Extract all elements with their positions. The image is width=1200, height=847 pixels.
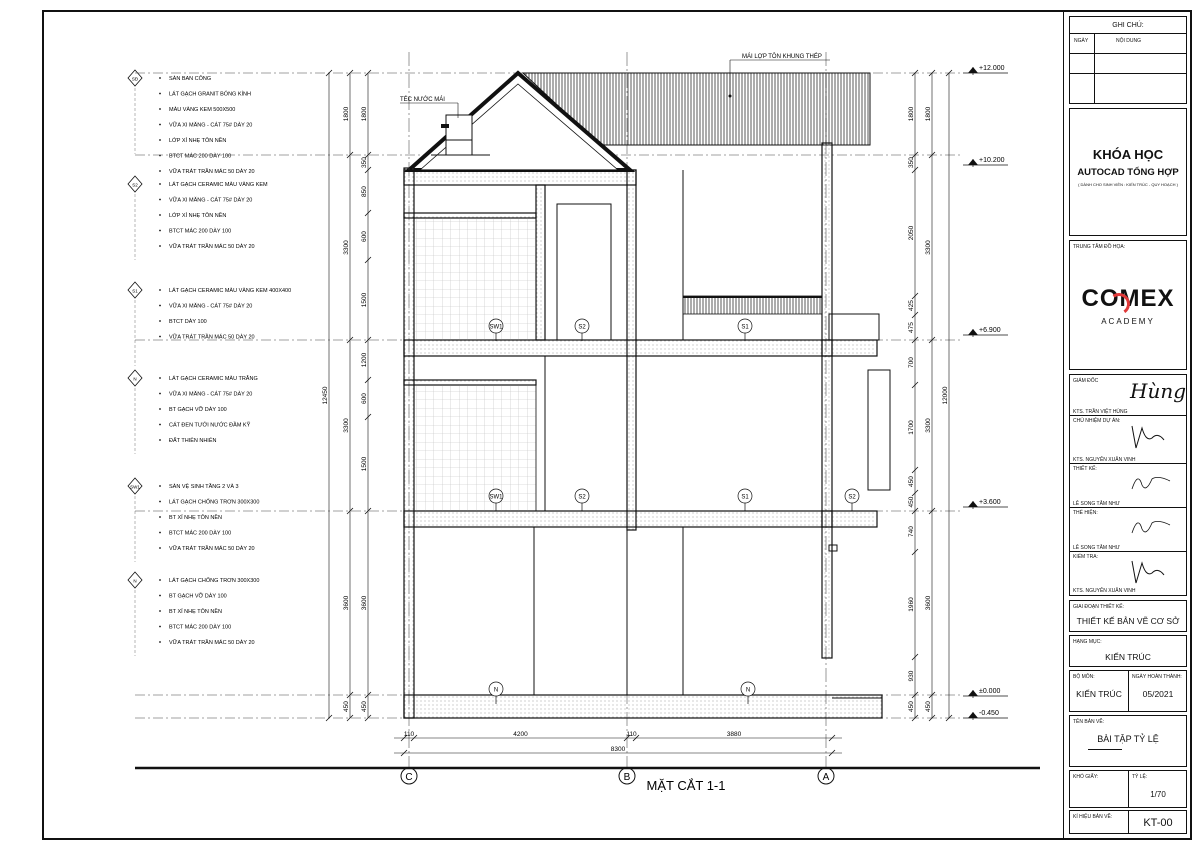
bottom-dimensions	[394, 731, 842, 756]
drawing-name-box	[1069, 715, 1187, 767]
tank-note: TÉC NƯỚC MÁI	[400, 97, 445, 103]
course-line1: KHÓA HỌC	[1092, 147, 1164, 162]
logo-text: COMEX	[1081, 285, 1175, 312]
drafter-signature	[1126, 511, 1174, 541]
dimension-label: 1800	[925, 106, 932, 122]
slab-tag-label: S1	[741, 494, 749, 501]
slab-tag-label: S2	[578, 494, 586, 501]
dimension-label: 450	[908, 701, 915, 712]
axis-label: B	[623, 772, 631, 783]
dimension-label: 3600	[925, 595, 932, 611]
scale-value: 1/70	[1150, 790, 1166, 799]
center-label: TRUNG TÂM ĐỒ HỌA:	[1073, 244, 1126, 250]
left-dimensions	[322, 70, 371, 721]
checker-label: KIỂM TRA:	[1073, 554, 1098, 560]
right-dimensions	[908, 70, 952, 721]
logo-box	[1069, 240, 1187, 370]
legend-line: VỮA TRÁT TRẦN MÁC 50 DÀY 20	[169, 169, 255, 175]
slab-tag-label: S2	[578, 324, 586, 331]
legend-line: BT GẠCH VỠ DÀY 100	[169, 593, 227, 600]
drawing-name-value: BÀI TẬP TỶ LỆ	[1097, 734, 1159, 744]
category-box	[1069, 635, 1187, 667]
legend-tag: SW1	[130, 484, 140, 490]
dimension-label: 1500	[361, 292, 368, 308]
dimension-label: 1800	[361, 106, 368, 122]
level-label: -0.450	[979, 710, 999, 717]
legend-line: LÁT GẠCH CERAMIC MÀU VÀNG KEM 400X400	[169, 288, 292, 294]
dimension-label: 450	[343, 701, 350, 712]
legend-line: BTCT MÁC 200 DÀY 100	[169, 153, 232, 160]
phase-box	[1069, 600, 1187, 632]
done-label: NGÀY HOÀN THÀNH:	[1132, 674, 1182, 680]
category-label: HẠNG MỤC:	[1073, 639, 1102, 645]
level-label: +3.600	[979, 499, 1001, 506]
legend-line: CÁT ĐEN TƯỚI NƯỚC ĐẦM KỸ	[169, 422, 251, 429]
dimension-label: 350	[908, 157, 915, 168]
legend-line: LÁT GẠCH CERAMIC MÀU VÀNG KEM	[169, 182, 268, 188]
dimension-label: 110	[403, 731, 415, 738]
legend-line: VỮA TRÁT TRẦN MÁC 50 DÀY 20	[169, 640, 255, 646]
phase-value: THIẾT KẾ BẢN VẼ CƠ SỞ	[1076, 616, 1180, 626]
dimension-label: 700	[908, 357, 915, 368]
dimension-label: 4200	[513, 731, 528, 738]
level-label: +6.900	[979, 327, 1001, 334]
col-date: NGÀY	[1074, 38, 1089, 44]
dimension-label: 12450	[322, 386, 329, 405]
legend-line: LÁT GẠCH CERAMIC MÀU TRẮNG	[169, 376, 258, 382]
director-label: GIÁM ĐỐC	[1073, 378, 1099, 384]
paper-box	[1069, 770, 1187, 808]
dimension-label: 3600	[343, 595, 350, 611]
legend-line: BT GẠCH VỠ DÀY 100	[169, 407, 227, 413]
dimension-label: 3600	[361, 595, 368, 611]
notes-title: GHI CHÚ:	[1112, 22, 1144, 29]
dimension-label: 3300	[343, 418, 350, 433]
dimension-label: 850	[361, 186, 368, 197]
dimension-label: 450	[908, 476, 915, 487]
dimension-label: 3300	[925, 240, 932, 255]
legend-line: VỮA XI MĂNG - CÁT 75# DÀY 20	[169, 197, 253, 204]
designer-name: LÊ SONG TÂM NHƯ	[1073, 501, 1120, 507]
director-signature: Hùng	[1130, 379, 1187, 403]
axis-bubbles	[401, 768, 834, 784]
dimension-total: 8300	[610, 746, 626, 753]
manager-label: CHỦ NHIỆM DỰ ÁN:	[1073, 418, 1121, 424]
paper-label: KHỔ GIẤY:	[1073, 774, 1099, 780]
dimension-label: 110	[626, 731, 637, 738]
dimension-label: 1700	[908, 420, 915, 435]
title-block	[1063, 12, 1190, 838]
drawing-name-label: TÊN BẢN VẼ:	[1073, 719, 1105, 725]
material-legend	[128, 70, 291, 656]
legend-line: LỚP XỈ NHẸ TÔN NỀN	[169, 213, 227, 219]
dept-value: KIẾN TRÚC	[1076, 689, 1122, 699]
legend-line: LÁT GẠCH CHỐNG TRƠN 300X300	[169, 499, 260, 506]
dimension-label: 350	[361, 157, 368, 168]
legend-line: BTCT MÁC 200 DÀY 100	[169, 624, 232, 631]
legend-line: BTCT DÀY 100	[169, 319, 207, 325]
legend-line: SÀN VỆ SINH TẦNG 2 VÀ 3	[169, 484, 239, 490]
level-label: ±0.000	[979, 688, 1001, 695]
legend-line: LỚP XỈ NHẸ TÔN NỀN	[169, 138, 227, 144]
legend-tag: S1	[132, 288, 138, 294]
course-line2: AUTOCAD TỔNG HỢP	[1077, 167, 1179, 178]
code-label: KÍ HIỆU BẢN VẼ:	[1073, 814, 1113, 820]
window-blind	[683, 296, 822, 314]
level-markers	[963, 65, 1008, 720]
drafter-label: THỂ HIỆN:	[1073, 510, 1098, 516]
dimension-label: 12000	[942, 386, 949, 405]
dimension-label: 1200	[361, 352, 368, 368]
legend-line: VỮA TRÁT TRẦN MÁC 50 DÀY 20	[169, 244, 255, 250]
dimension-label: 1500	[361, 456, 368, 472]
dimension-label: 600	[361, 393, 368, 404]
legend-line: VỮA XI MĂNG - CÁT 75# DÀY 20	[169, 122, 253, 129]
checker-signature	[1128, 555, 1168, 589]
dimension-label: 3300	[343, 240, 350, 255]
legend-line: BTCT MÁC 200 DÀY 100	[169, 530, 232, 537]
col-content: NỘI DUNG	[1116, 38, 1141, 44]
dimension-label: 3880	[726, 731, 742, 738]
done-value: 05/2021	[1142, 689, 1174, 699]
dimension-label: 475	[908, 322, 915, 333]
scale-label: TỶ LỆ:	[1132, 774, 1148, 780]
dimension-label: 450	[908, 496, 915, 508]
legend-line: LÁT GẠCH CHỐNG TRƠN 300X300	[169, 578, 260, 584]
legend-tag: N	[133, 578, 137, 584]
dimension-label: 600	[361, 231, 368, 242]
slab-tag-label: N	[493, 687, 499, 694]
section-title: MẶT CẮT 1-1	[646, 778, 726, 793]
dimension-label: 450	[361, 701, 368, 712]
notes-table	[1069, 16, 1187, 104]
slab-tag-label: S2	[848, 494, 856, 501]
logo-sub: ACADEMY	[1101, 317, 1155, 326]
level-label: +12.000	[979, 65, 1005, 72]
slab-tag-label: SW1	[489, 324, 503, 331]
axis-label: A	[822, 772, 830, 783]
legend-line: VỮA TRÁT TRẦN MÁC 50 DÀY 20	[169, 546, 255, 552]
legend-line: MÀU VÀNG KEM 500X500	[169, 107, 236, 113]
legend-tag: S2	[132, 182, 138, 188]
dimension-label: 2050	[908, 225, 915, 241]
code-value: KT-00	[1143, 817, 1173, 829]
legend-line: VỮA TRÁT TRẦN MÁC 50 DÀY 20	[169, 334, 255, 341]
legend-tag: N	[133, 376, 137, 382]
dimension-label: 425	[908, 300, 915, 311]
dimension-label: 3300	[925, 418, 932, 433]
slab-tag-label: S1	[741, 324, 749, 331]
dimension-label: 740	[908, 526, 915, 537]
legend-line: SÀN BAN CÔNG	[169, 76, 212, 82]
legend-line: LÁT GẠCH GRANIT BÓNG KÍNH	[169, 91, 252, 98]
legend-line: VỮA XI MĂNG - CÁT 75# DÀY 20	[169, 303, 253, 310]
level-label: +10.200	[979, 157, 1005, 164]
dimension-label: 1960	[908, 597, 915, 612]
director-name: KTS. TRẦN VIỆT HÙNG	[1073, 409, 1128, 415]
dimension-label: 1800	[908, 106, 915, 122]
legend-line: BTCT MÁC 200 DÀY 100	[169, 228, 232, 235]
course-box	[1069, 108, 1187, 236]
course-line3: ( DÀNH CHO SINH VIÊN : KIẾN TRÚC - QUY HOẠCH )	[1078, 182, 1178, 187]
openings	[534, 170, 890, 695]
designer-label: THIẾT KẾ:	[1073, 466, 1097, 472]
legend-line: BT XỈ NHẸ TÔN NỀN	[169, 515, 222, 521]
slab-tag-label: N	[745, 687, 751, 694]
legend-line: ĐẤT THIÊN NHIÊN	[169, 438, 217, 444]
roof-note: MÁI LỢP TÔN KHUNG THÉP	[742, 54, 822, 60]
signature-box	[1069, 374, 1187, 596]
legend-line: BT XỈ NHẸ TÔN NỀN	[169, 609, 222, 615]
drafter-name: LÊ SONG TÂM NHƯ	[1073, 545, 1120, 551]
dimension-label: 1800	[343, 106, 350, 122]
dept-label: BỘ MÔN:	[1073, 674, 1095, 680]
dept-box	[1069, 670, 1187, 712]
category-value: KIẾN TRÚC	[1105, 652, 1151, 662]
legend-line: VỮA XI MĂNG - CÁT 75# DÀY 20	[169, 391, 253, 398]
phase-label: GIAI ĐOẠN THIẾT KẾ:	[1073, 604, 1124, 610]
dimension-label: 450	[925, 701, 932, 712]
legend-tag: SĐ	[131, 76, 139, 82]
checker-name: KTS. NGUYỄN XUÂN VINH	[1073, 588, 1136, 594]
designer-signature	[1126, 467, 1174, 497]
dimension-label: 930	[908, 670, 915, 682]
manager-name: KTS. NGUYỄN XUÂN VINH	[1073, 457, 1136, 463]
manager-signature	[1128, 420, 1168, 454]
code-box	[1069, 810, 1187, 834]
slab-tag-label: SW1	[489, 494, 503, 501]
axis-label: C	[405, 772, 413, 783]
